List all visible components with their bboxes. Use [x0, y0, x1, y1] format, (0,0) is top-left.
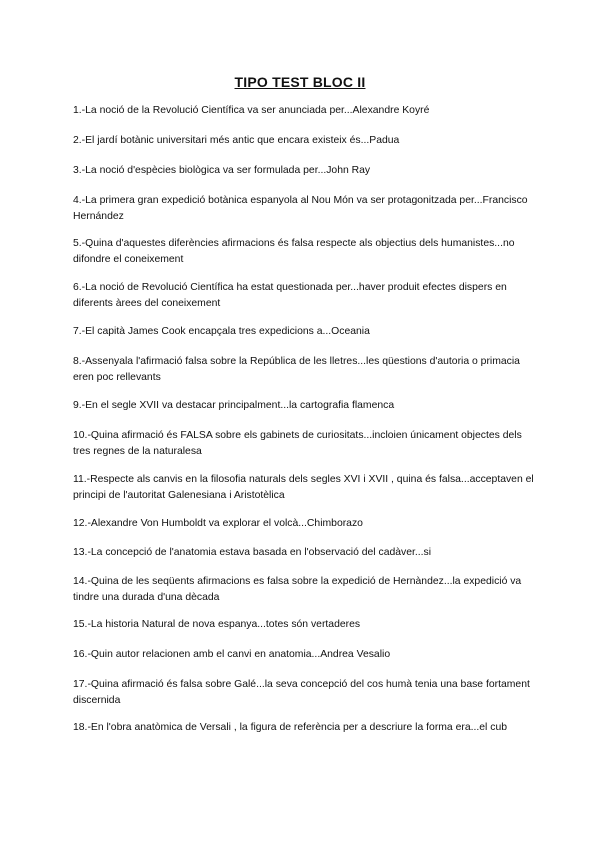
question-item-9: 9.-En el segle XVII va destacar principalment...la cartografia flamenca — [73, 400, 395, 411]
question-item-17: 17.-Quina afirmació és falsa sobre Galé...la seva concepció del cos humà tenia una base fortament discernida — [73, 679, 530, 706]
question-item-18: 18.-En l'obra anatòmica de Versali , la figura de referència per a descriure la forma era...el cub — [73, 722, 508, 733]
question-item-14: 14.-Quina de les seqüents afirmacions es falsa sobre la expedició de Hernàndez...la expedició va tindre una durada d'una dècada — [73, 576, 522, 603]
question-item-6: 6.-La noció de Revolució Científica ha estat questionada per...haver produit efectes dispers en diferents àrees del coneixement — [73, 282, 507, 309]
question-item-8: 8.-Assenyala l'afirmació falsa sobre la República de les lletres...les qüestions d'autoria o primacia eren poc rellevants — [73, 356, 520, 383]
document-title: TIPO TEST BLOC II — [234, 74, 366, 90]
question-item-13: 13.-La concepció de l'anatomia estava basada en l'observació del cadàver...si — [73, 547, 432, 558]
question-item-12: 12.-Alexandre Von Humboldt va explorar el volcà...Chimborazo — [73, 518, 363, 529]
question-item-10: 10.-Quina afirmació és FALSA sobre els gabinets de curiositats...incloien únicament objectes dels tres regnes de la naturalesa — [73, 430, 522, 457]
question-item-11: 11.-Respecte als canvis en la filosofia naturals dels segles XVI i XVII , quina és falsa...acceptaven el principi de l'autoritat Galenesiana i Aristotèlica — [73, 474, 534, 501]
question-item-2: 2.-El jardí botànic universitari més antic que encara existeix és...Padua — [73, 135, 400, 146]
question-item-16: 16.-Quin autor relacionen amb el canvi en anatomia...Andrea Vesalio — [73, 649, 391, 660]
question-item-7: 7.-El capità James Cook encapçala tres expedicions a...Oceania — [73, 326, 370, 337]
question-item-5: 5.-Quina d'aquestes diferències afirmacions és falsa respecte als objectius dels humanistes...no difondre el coneixement — [73, 238, 515, 265]
question-item-15: 15.-La historia Natural de nova espanya...totes són vertaderes — [73, 619, 361, 630]
question-item-1: 1.-La noció de la Revolució Científica va ser anunciada per...Alexandre Koyré — [73, 105, 430, 116]
question-item-3: 3.-La noció d'espècies biològica va ser formulada per...John Ray — [73, 165, 371, 176]
question-item-4: 4.-La primera gran expedició botànica espanyola al Nou Món va ser protagonitzada per...Francisco Hernández — [73, 195, 528, 222]
